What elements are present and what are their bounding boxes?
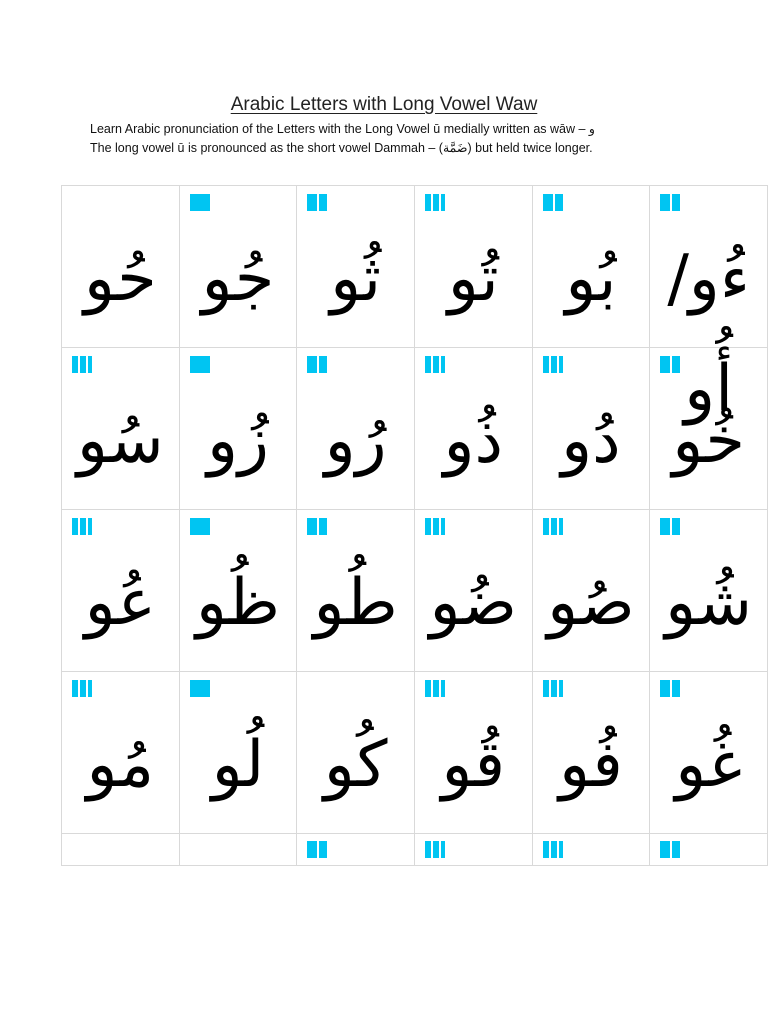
arabic-syllable (180, 224, 297, 334)
audio-marker-icon[interactable] (660, 680, 680, 697)
letter-cell (414, 186, 532, 348)
audio-marker-icon[interactable] (190, 356, 210, 373)
letter-cell (179, 348, 297, 510)
letter-cell (297, 186, 415, 348)
letter-cell (62, 186, 180, 348)
grid-row (62, 510, 768, 672)
letter-cell (179, 672, 297, 834)
arabic-syllable (62, 224, 179, 334)
letter-base: ث (363, 242, 382, 316)
letter-base: ج (234, 242, 275, 316)
letter-waw: و (201, 242, 235, 316)
letter-base: ع (117, 566, 156, 640)
arabic-syllable (180, 386, 297, 496)
letter-waw: و (76, 404, 111, 478)
letter-cell (650, 348, 768, 510)
letter-waw: و (207, 404, 238, 478)
letter-cell (532, 186, 650, 348)
arabic-syllable (650, 710, 767, 820)
arabic-syllable (415, 548, 532, 658)
audio-marker-icon[interactable] (660, 841, 680, 858)
audio-marker-icon[interactable] (190, 194, 210, 211)
arabic-syllable (297, 224, 414, 334)
letter-base: م (119, 728, 154, 802)
letter-cell (62, 510, 180, 672)
letter-waw: و (84, 242, 118, 316)
arabic-syllable (415, 386, 532, 496)
grid-row (62, 186, 768, 348)
arabic-syllable (533, 224, 650, 334)
arabic-syllable (180, 548, 297, 658)
arabic-syllable (650, 224, 767, 426)
audio-marker-icon[interactable] (543, 194, 563, 211)
letter-base: ءُو/أ (667, 242, 750, 426)
letter-waw: و (547, 566, 581, 640)
audio-marker-icon[interactable] (543, 841, 563, 858)
arabic-syllable (62, 710, 179, 820)
audio-marker-icon[interactable] (307, 841, 327, 858)
letter-base: ح (117, 242, 157, 316)
intro-line-1: Learn Arabic pronunciation of the Letters with the Long Vowel ū medially written as wāw – و (90, 122, 595, 136)
letter-cell (297, 672, 415, 834)
footer-cell (532, 834, 650, 866)
arabic-syllable (533, 710, 650, 820)
arabic-syllable (62, 386, 179, 496)
letter-waw: و (211, 728, 245, 802)
arabic-syllable (297, 710, 414, 820)
audio-marker-icon[interactable] (660, 356, 680, 373)
audio-marker-icon[interactable] (425, 518, 445, 535)
letter-cell (179, 510, 297, 672)
letter-base: س (110, 404, 164, 478)
arabic-syllable (62, 548, 179, 658)
letter-cell (650, 186, 768, 426)
letter-base: ظ (229, 566, 280, 640)
letter-base: ز (237, 404, 269, 478)
letter-cell (532, 510, 650, 672)
letter-waw: و (429, 566, 463, 640)
letter-cell (179, 186, 297, 348)
letter-base: ت (480, 242, 499, 316)
grid-row (62, 672, 768, 834)
letter-cell (650, 510, 768, 672)
arabic-syllable (415, 710, 532, 820)
audio-marker-icon[interactable] (307, 356, 327, 373)
letter-grid (61, 185, 768, 866)
audio-marker-icon[interactable] (307, 518, 327, 535)
letter-cell (62, 672, 180, 834)
audio-marker-icon[interactable] (425, 680, 445, 697)
letter-base: غ (708, 728, 742, 802)
audio-marker-icon[interactable] (307, 194, 327, 211)
audio-marker-icon[interactable] (543, 680, 563, 697)
arabic-syllable (650, 548, 767, 658)
letter-cell (532, 672, 650, 834)
audio-marker-icon[interactable] (543, 518, 563, 535)
arabic-syllable (297, 386, 414, 496)
letter-base: ق (474, 728, 506, 802)
audio-marker-icon[interactable] (190, 680, 210, 697)
letter-waw: و (313, 566, 347, 640)
letter-cell (62, 348, 180, 510)
arabic-syllable (533, 548, 650, 658)
letter-base: ر (355, 404, 387, 478)
letter-base: ك (356, 728, 388, 802)
footer-cell (62, 834, 180, 866)
letter-waw: و (86, 728, 120, 802)
letter-base: ص (580, 566, 635, 640)
letter-base: ف (592, 728, 623, 802)
letter-cell (414, 510, 532, 672)
grid-row-footer (62, 834, 768, 866)
letter-waw: و (443, 404, 475, 478)
letter-waw: و (559, 728, 593, 802)
audio-marker-icon[interactable] (72, 518, 92, 535)
audio-marker-icon[interactable] (660, 194, 680, 211)
arabic-syllable (297, 548, 414, 658)
letter-base: ط (346, 566, 398, 640)
audio-marker-icon[interactable] (660, 518, 680, 535)
letter-base: ش (698, 566, 752, 640)
audio-marker-icon[interactable] (425, 356, 445, 373)
letter-waw: و (195, 566, 230, 640)
footer-cell (650, 834, 768, 866)
footer-cell (414, 834, 532, 866)
letter-base: د (592, 404, 621, 478)
audio-marker-icon[interactable] (425, 841, 445, 858)
letter-cell (297, 348, 415, 510)
arabic-syllable (415, 224, 532, 334)
letter-base: خ (705, 404, 745, 478)
letter-waw: و (324, 404, 356, 478)
letter-waw: و (441, 728, 475, 802)
letter-cell (532, 348, 650, 510)
letter-waw: و (330, 242, 364, 316)
letter-waw: و (561, 404, 593, 478)
grid-row (62, 348, 768, 510)
letter-waw: و (684, 352, 716, 426)
footer-cell (179, 834, 297, 866)
letter-cell (414, 672, 532, 834)
letter-waw: و (565, 242, 599, 316)
footer-cell (297, 834, 415, 866)
letter-waw: و (665, 566, 699, 640)
letter-cell (297, 510, 415, 672)
letter-waw: و (675, 728, 709, 802)
letter-waw: و (672, 404, 706, 478)
arabic-syllable (180, 710, 297, 820)
letter-base: ل (244, 728, 265, 802)
letter-waw: و (84, 566, 118, 640)
letter-waw: و (447, 242, 481, 316)
audio-marker-icon[interactable] (72, 356, 92, 373)
arabic-syllable (650, 386, 767, 496)
audio-marker-icon[interactable] (190, 518, 210, 535)
letter-base: ض (462, 566, 517, 640)
audio-marker-icon[interactable] (425, 194, 445, 211)
audio-marker-icon[interactable] (72, 680, 92, 697)
audio-marker-icon[interactable] (543, 356, 563, 373)
arabic-syllable (533, 386, 650, 496)
letter-base: ذ (474, 404, 503, 478)
letter-cell (650, 672, 768, 834)
letter-cell (414, 348, 532, 510)
letter-base: ب (598, 242, 617, 316)
page-title: Arabic Letters with Long Vowel Waw (230, 94, 538, 115)
letter-waw: و (323, 728, 357, 802)
intro-line-2: The long vowel ū is pronounced as the short vowel Dammah – (ضَمَّة) but held twice longer. (90, 141, 593, 155)
